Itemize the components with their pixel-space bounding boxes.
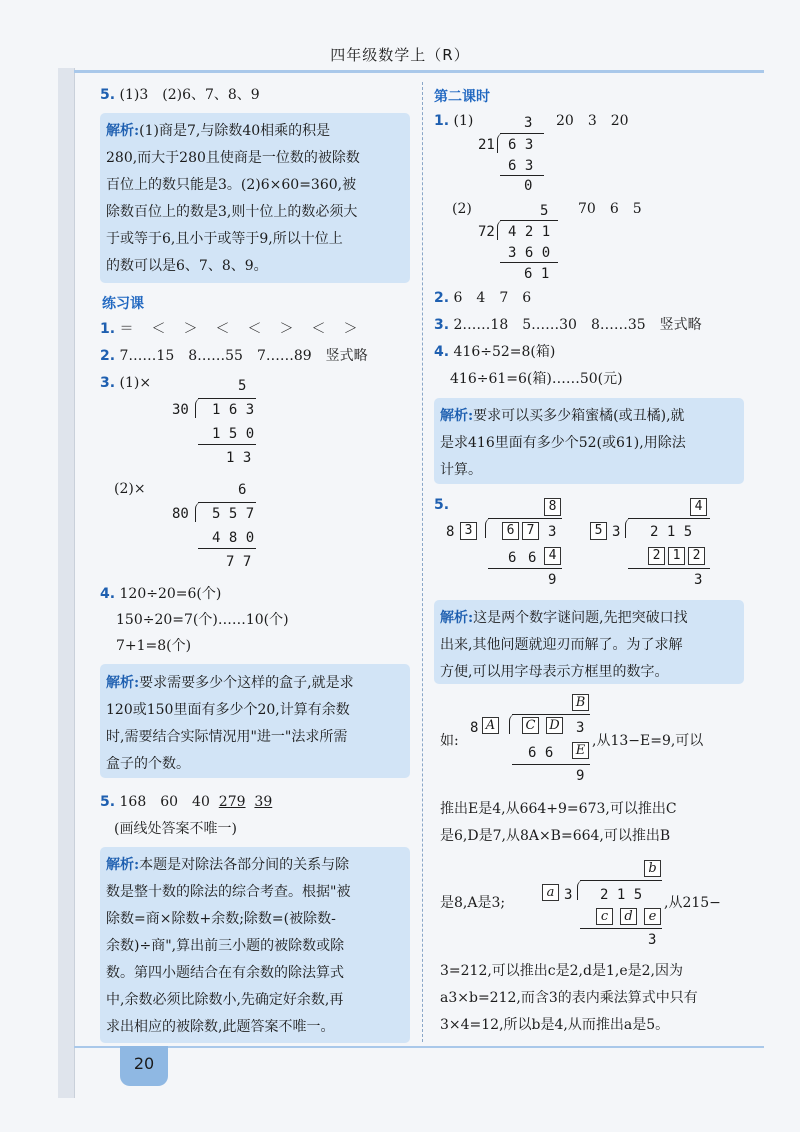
remainder: 9 xyxy=(576,768,585,784)
product: 4 8 0 xyxy=(212,530,255,546)
letter-box: c xyxy=(596,908,613,925)
lesson-4: 4. 416÷52=8(箱) xyxy=(434,344,556,360)
analysis-line: 除数=商×除数+余数;除数=(被除数- xyxy=(106,911,336,927)
page-number: 20 xyxy=(133,1054,155,1073)
divisor: 30 xyxy=(172,402,189,418)
practice-3-1: 3. (1)× xyxy=(100,375,152,391)
section-title: 第二课时 xyxy=(434,89,490,105)
analysis-line: a3×b=212,而含3的表内乘法算式中只有 xyxy=(440,990,698,1006)
digit: 6 xyxy=(528,550,537,566)
digit-box: 8 xyxy=(544,498,561,516)
analysis-line: 数。第四小题结合在有余数的除法算式 xyxy=(106,965,344,981)
digit-box: 4 xyxy=(544,547,561,565)
analysis-line: 280,而大于280且使商是一位数的被除数 xyxy=(106,150,360,166)
page-edge xyxy=(58,68,75,1098)
product: 1 5 0 xyxy=(212,426,255,442)
letter-box: b xyxy=(644,860,661,877)
quotient: 3 xyxy=(524,115,533,131)
footer-rule xyxy=(74,1046,764,1048)
remainder: 0 xyxy=(524,178,533,194)
analysis-line: 的数可以是6、7、8、9。 xyxy=(106,258,268,274)
digit-box: 2 xyxy=(648,547,665,565)
quotient: 6 xyxy=(238,482,247,498)
digit-box: 2 xyxy=(688,547,705,565)
analysis-line: 推出E是4,从664+9=673,可以推出C xyxy=(440,801,677,817)
divisor-digit: 3 xyxy=(564,887,573,903)
dividend: 2 1 5 xyxy=(600,887,643,903)
remainder: 9 xyxy=(548,572,557,588)
analysis-line: 中,余数必须比除数小,先确定好余数,再 xyxy=(106,992,344,1008)
analysis-line: 百位上的数只能是3。(2)6×60=360,被 xyxy=(106,177,357,193)
column-divider xyxy=(422,82,423,1042)
header-rule xyxy=(74,70,764,73)
digits: 6 6 xyxy=(528,745,554,761)
page-header: 四年级数学上（R） xyxy=(330,46,470,64)
remainder: 7 7 xyxy=(226,554,252,570)
analysis-line: 除数百位上的数是3,则十位上的数必须大 xyxy=(106,204,358,220)
digit: 6 xyxy=(508,550,517,566)
digit-box: 4 xyxy=(690,498,707,516)
practice-2: 2. 7……15 8……55 7……89 竖式略 xyxy=(100,348,368,364)
practice-4: 4. 120÷20=6(个) xyxy=(100,586,222,602)
practice-5-note: (画线处答案不唯一) xyxy=(114,821,237,837)
analysis-line: 盒子的个数。 xyxy=(106,756,190,772)
quotient: 5 xyxy=(540,203,549,219)
letter-box: A xyxy=(482,717,499,734)
dividend: 6 3 xyxy=(508,137,534,153)
lesson-3: 3. 2……18 5……30 8……35 竖式略 xyxy=(434,317,702,333)
analysis-line: 解析:要求可以买多少箱蜜橘(或丑橘),就 xyxy=(440,408,685,424)
lesson-1-2: (2) xyxy=(452,201,472,217)
analysis-line: 解析:要求需要多少个这样的盒子,就是求 xyxy=(106,675,354,691)
quotient: 5 xyxy=(238,378,247,394)
answers: 20 3 20 xyxy=(556,113,629,129)
analysis-line: 解析:本题是对除法各部分间的关系与除 xyxy=(106,857,350,873)
lesson-5: 5. xyxy=(434,497,450,513)
letter-box: D xyxy=(546,717,563,734)
analysis-line: 解析:(1)商是7,与除数40相乘的积是 xyxy=(106,123,331,139)
analysis-line: 求出相应的被除数,此题答案不唯一。 xyxy=(106,1019,335,1035)
analysis-line: 是6,D是7,从8A×B=664,可以推出B xyxy=(440,828,671,844)
section-title: 练习课 xyxy=(102,296,144,312)
divisor: 80 xyxy=(172,506,189,522)
analysis-line: 余数)÷商",算出前三小题的被除数或除 xyxy=(106,938,345,954)
example-prefix: 如: xyxy=(440,733,459,749)
example-text: ,从215− xyxy=(664,895,721,911)
analysis-line: 计算。 xyxy=(440,462,482,478)
lesson-2: 2. 6 4 7 6 xyxy=(434,290,532,306)
letter-box: B xyxy=(572,694,589,711)
remainder: 1 3 xyxy=(226,450,252,466)
analysis-line: 数是整十数的除法的综合考查。根据"被 xyxy=(106,884,351,900)
digit: 3 xyxy=(548,524,557,540)
digit-box: 7 xyxy=(522,522,539,540)
dividend: 4 2 1 xyxy=(508,224,551,240)
letter-box: C xyxy=(522,717,539,734)
answer-text: (1)3 (2)6、7、8、9 xyxy=(119,87,260,103)
letter-box: e xyxy=(644,908,661,925)
analysis-line: 于或等于6,且小于或等于9,所以十位上 xyxy=(106,231,343,247)
letter-box: E xyxy=(572,742,589,759)
analysis-line: 3=212,可以推出c是2,d是1,e是2,因为 xyxy=(440,963,683,979)
analysis-line: 时,需要结合实际情况用"进一"法求所需 xyxy=(106,729,348,745)
digit-box: 6 xyxy=(502,522,519,540)
digit-box: 3 xyxy=(460,522,477,540)
practice-4-line: 7+1=8(个) xyxy=(116,638,192,654)
answers: 70 6 5 xyxy=(578,201,642,217)
divisor-digit: 8 xyxy=(470,720,479,736)
dividend: 1 6 3 xyxy=(212,402,255,418)
analysis-line: 120或150里面有多少个20,计算有余数 xyxy=(106,702,350,718)
analysis-line: 是求416里面有多少个52(或61),用除法 xyxy=(440,435,686,451)
analysis-line: 出来,其他问题就迎刃而解了。为了求解 xyxy=(440,637,683,653)
divisor-digit: 3 xyxy=(612,524,621,540)
digit: 3 xyxy=(576,720,585,736)
digit-box: 1 xyxy=(668,547,685,565)
dividend: 5 5 7 xyxy=(212,506,255,522)
remainder: 3 xyxy=(648,932,657,948)
remainder: 3 xyxy=(694,572,703,588)
digit-box: 5 xyxy=(590,522,607,540)
analysis-line: 3×4=12,所以b是4,从而推出a是5。 xyxy=(440,1017,670,1033)
question-number: 5. xyxy=(100,87,116,103)
analysis-line: 是8,A是3; xyxy=(440,895,506,911)
analysis-line: 解析:这是两个数字谜问题,先把突破口找 xyxy=(440,610,688,626)
divisor: 21 xyxy=(478,137,495,153)
divisor: 72 xyxy=(478,224,495,240)
practice-5: 5. 168 60 40 279 39 xyxy=(100,794,273,810)
letter-box: a xyxy=(542,884,559,901)
lesson-1-1: 1. (1) xyxy=(434,113,474,129)
practice-1: 1. ＝ ＜ ＞ ＜ ＜ ＞ ＜ ＞ xyxy=(100,321,360,337)
divisor-digit: 8 xyxy=(446,524,455,540)
example-text: ,从13−E=9,可以 xyxy=(592,733,704,749)
dividend: 2 1 5 xyxy=(650,524,693,540)
product: 6 3 xyxy=(508,158,534,174)
practice-3-2: (2)× xyxy=(114,481,146,497)
product: 3 6 0 xyxy=(508,245,551,261)
answer-5 xyxy=(100,86,260,104)
remainder: 6 1 xyxy=(524,266,550,282)
practice-4-line: 150÷20=7(个)……10(个) xyxy=(116,612,289,628)
analysis-label: 解析: xyxy=(106,123,140,139)
lesson-4-line: 416÷61=6(箱)……50(元) xyxy=(450,371,623,387)
analysis-line: 方便,可以用字母表示方框里的数字。 xyxy=(440,664,669,680)
letter-box: d xyxy=(620,908,637,925)
